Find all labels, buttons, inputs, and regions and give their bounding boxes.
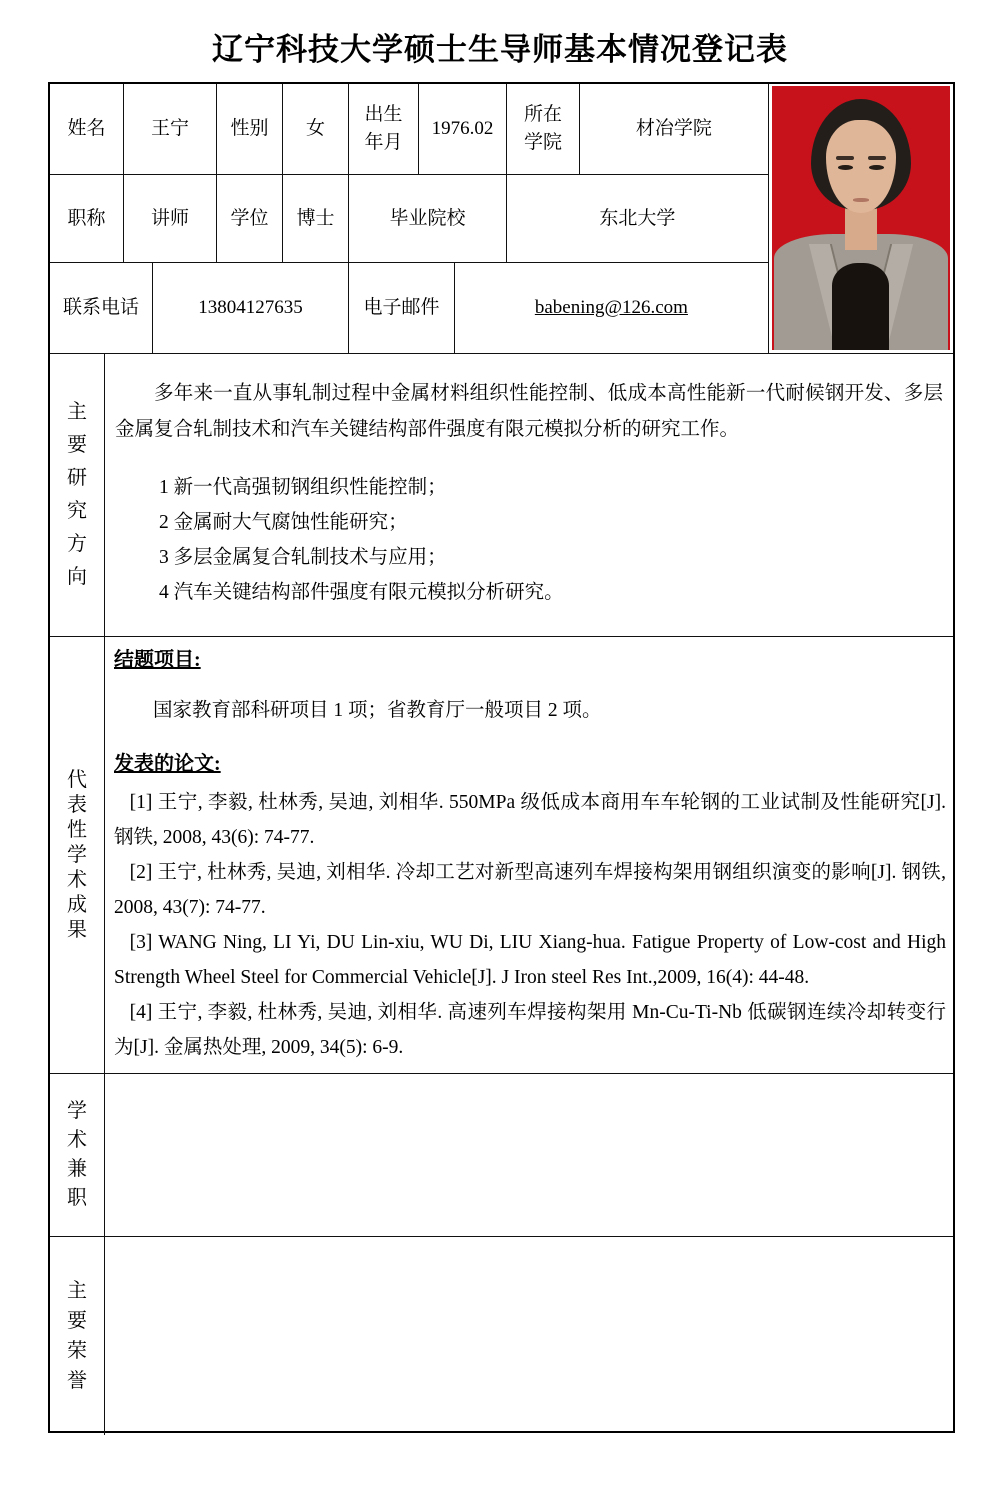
degree-label: 学位 (217, 175, 283, 263)
phone-value: 13804127635 (153, 263, 349, 353)
honors-content (105, 1237, 953, 1435)
basic-info-block (50, 84, 953, 354)
projects-heading: 结题项目: (114, 649, 201, 671)
degree-value: 博士 (283, 175, 349, 263)
research-item: 4 汽车关键结构部件强度有限元模拟分析研究。 (159, 582, 564, 603)
college-label-text: 所在学院 (523, 104, 562, 153)
id-photo (772, 86, 950, 350)
photo-mouth (853, 198, 869, 202)
research-content (105, 354, 953, 636)
email-link[interactable]: babening@126.com (534, 297, 688, 319)
phone-label: 联系电话 (50, 263, 153, 353)
paper-item: [1] 王宁, 李毅, 杜林秀, 吴迪, 刘相华. 550MPa 级低成本商用车车轮钢的工业试制及性能研究[J]. 钢铁, 2008, 43(6): 74-77. (114, 792, 946, 848)
birth-value: 1976.02 (419, 84, 507, 174)
positions-content (105, 1074, 953, 1236)
section-positions (50, 1074, 953, 1237)
college-value: 材冶学院 (580, 84, 769, 174)
college-label (507, 84, 580, 174)
page-title: 辽宁科技大学硕士生导师基本情况登记表 (212, 32, 788, 67)
paper-item: [2] 王宁, 杜林秀, 吴迪, 刘相华. 冷却工艺对新型高速列车焊接构架用钢组织演变的影响[J]. 钢铁, 2008, 43(7): 74-77. (114, 862, 946, 918)
table-row (50, 175, 769, 264)
projects-text: 国家教育部科研项目 1 项；省教育厅一般项目 2 项。 (153, 700, 602, 721)
honors-section-label-text: 主要荣誉 (67, 1280, 87, 1392)
research-section-label-text: 主要研究方向 (67, 401, 87, 588)
school-value: 东北大学 (507, 175, 769, 263)
email-value (455, 263, 769, 353)
section-achievements (50, 637, 953, 1074)
birth-label (349, 84, 419, 174)
positions-section-label (50, 1074, 105, 1236)
prof-title-value: 讲师 (124, 175, 217, 263)
gender-value: 女 (283, 84, 349, 174)
photo-cell (769, 84, 953, 353)
paper-item: [4] 王宁, 李毅, 杜林秀, 吴迪, 刘相华. 高速列车焊接构架用 Mn-Cu-Ti-Nb 低碳钢连续冷却转变行为[J]. 金属热处理, 2009, 34(5): 6-9. (114, 1002, 946, 1058)
table-row (50, 84, 769, 175)
research-list (159, 470, 943, 610)
honors-section-label (50, 1237, 105, 1435)
photo-brow-right (868, 156, 886, 160)
table-row (50, 263, 769, 353)
achievements-content (105, 637, 953, 1073)
paper-item: [3] WANG Ning, LI Yi, DU Lin-xiu, WU Di, LIU Xiang-hua. Fatigue Property of Low-cost and High Strength Wheel Steel for Commercial Vehicle[J]. J Iron steel Res Int.,2009, 16(4): 44-48. (114, 932, 946, 988)
research-item: 2 金属耐大气腐蚀性能研究； (159, 512, 408, 533)
achievements-section-label-text: 代表性学术成果 (67, 768, 87, 941)
papers-list (114, 785, 946, 1065)
photo-eye-left (838, 165, 853, 170)
gender-label: 性别 (217, 84, 283, 174)
research-section-label (50, 354, 105, 636)
research-intro: 多年来一直从事轧制过程中金属材料组织性能控制、低成本高性能新一代耐候钢开发、多层金属复合轧制技术和汽车关键结构部件强度有限元模拟分析的研究工作。 (115, 383, 943, 440)
prof-title-label: 职称 (50, 175, 124, 263)
positions-section-label-text: 学术兼职 (67, 1100, 87, 1209)
info-table (48, 82, 955, 1433)
basic-info-rows (50, 84, 769, 353)
photo-shirt-shape (832, 263, 889, 350)
photo-eye-right (869, 165, 884, 170)
name-value: 王宁 (124, 84, 217, 174)
papers-heading: 发表的论文: (114, 753, 221, 775)
achievements-section-label (50, 637, 105, 1073)
section-honors (50, 1237, 953, 1435)
research-item: 1 新一代高强韧钢组织性能控制； (159, 477, 447, 498)
photo-brow-left (836, 156, 854, 160)
email-label: 电子邮件 (349, 263, 455, 353)
school-label: 毕业院校 (349, 175, 507, 263)
research-item: 3 多层金属复合轧制技术与应用； (159, 547, 447, 568)
section-research (50, 354, 953, 637)
birth-label-text: 出生年月 (364, 104, 403, 153)
name-label: 姓名 (50, 84, 124, 174)
